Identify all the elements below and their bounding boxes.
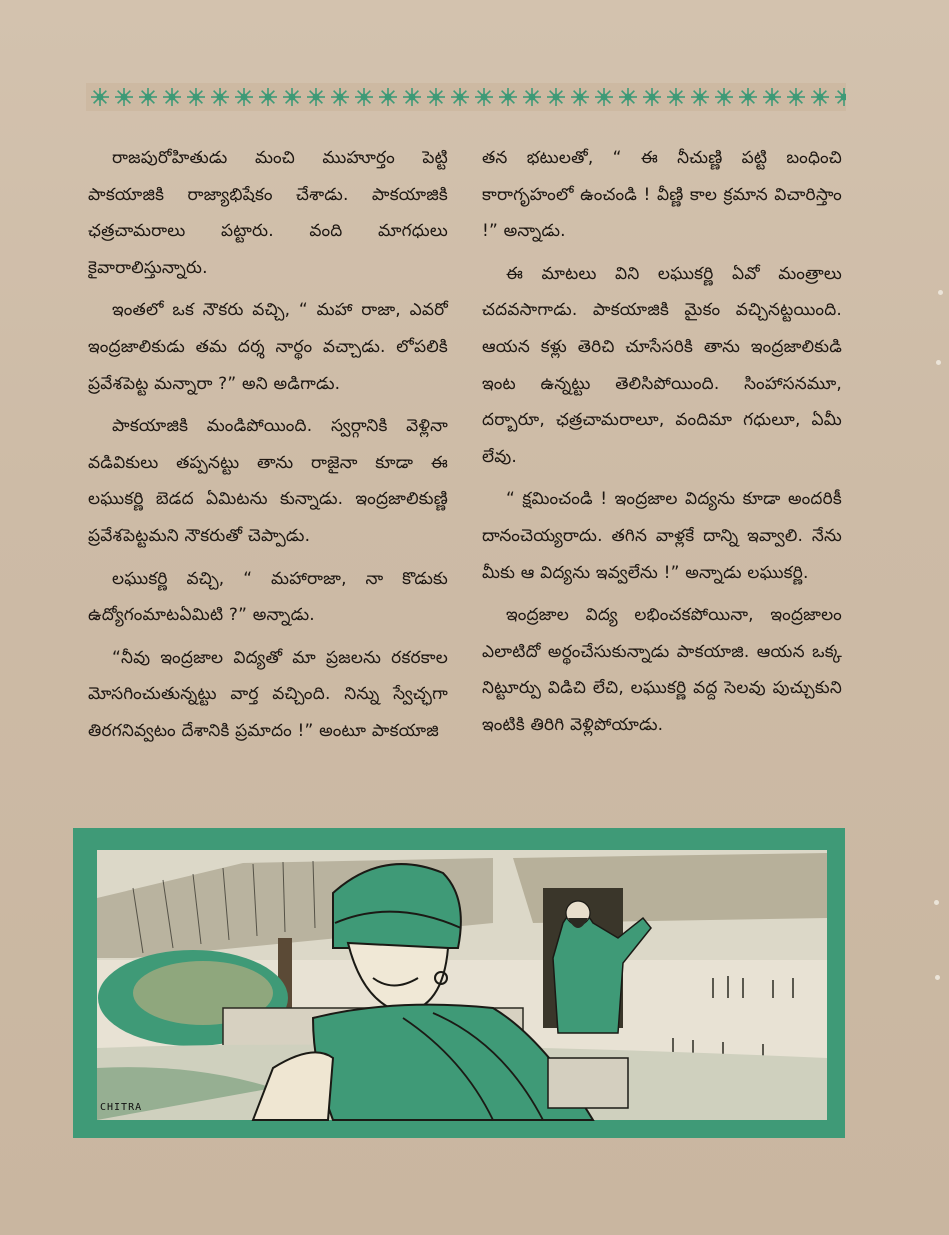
border-motif — [811, 88, 829, 106]
border-motif — [211, 88, 229, 106]
left-text-column — [88, 140, 448, 756]
artist-signature: CHITRA — [100, 1102, 143, 1113]
border-motif — [307, 88, 325, 106]
page-edge-mark — [938, 290, 943, 295]
border-motif — [595, 88, 613, 106]
paragraph: లఘుకర్ణి వచ్చి, “ మహారాజా, నా కొడుకు ఉద్యోగంమాటఏమిటి ?” అన్నాడు. — [88, 568, 448, 626]
paragraph: ఇంతలో ఒక నౌకరు వచ్చి, “ మహా రాజా, ఎవరో ఇంద్రజాలికుడు తమ దర్శ నార్థం వచ్చాడు. లోపలికి ప్రవేశపెట్ట మన్నారా ?” అని అడిగాడు. — [88, 300, 448, 394]
border-motif — [499, 88, 517, 106]
paragraph: ఈ మాటలు విని లఘుకర్ణి ఏవో మంత్రాలు చదవసాగాడు. పాకయాజికి మైకం వచ్చినట్టయింది. ఆయన కళ్లు తెరిచి చూసేసరికి తాను ఇంద్రజాలికుడి ఇంట ఉన్నట్టు తెలిసిపోయింది. సింహాసనమూ, దర్బారూ, ఛత్రచామరాలూ, వందిమా గధులూ, ఏమీ లేవు. — [482, 263, 842, 467]
border-motif — [643, 88, 661, 106]
border-motif — [475, 88, 493, 106]
border-motif — [523, 88, 541, 106]
page-edge-mark — [936, 360, 941, 365]
border-motif — [139, 88, 157, 106]
border-motif — [451, 88, 469, 106]
border-motif — [403, 88, 421, 106]
paragraph: ఇంద్రజాల విద్య లభించకపోయినా, ఇంద్రజాలం ఎలాటిదో అర్థంచేసుకున్నాడు పాకయాజి. ఆయన ఒక్క నిట్టూర్పు విడిచి లేచి, లఘుకర్ణి వద్ద సెలవు పుచ్చుకుని ఇంటికి తిరిగి వెళ్లిపోయాడు. — [482, 605, 842, 735]
border-motif — [715, 88, 733, 106]
paragraph: “ క్షమించండి ! ఇంద్రజాల విద్యను కూడా అందరికీ దానంచెయ్యరాదు. తగిన వాళ్లకే దాన్ని ఇవ్వాలి. నేను మీకు ఆ విద్యను ఇవ్వలేను !” అన్నాడు లఘుకర్ణి. — [482, 489, 842, 583]
paragraph: పాకయాజికి మండిపోయింది. స్వర్గానికి వెళ్లినా వడివికులు తప్పనట్టు తాను రాజైనా కూడా ఈ లఘుకర్ణి బెడద ఏమిటను కున్నాడు. ఇంద్రజాలికుణ్ణి ప్రవేశపెట్టమని నౌకరుతో చెప్పాడు. — [88, 416, 448, 546]
border-motif — [91, 88, 109, 106]
page-edge-mark — [935, 975, 940, 980]
border-motif — [187, 88, 205, 106]
border-motif — [619, 88, 637, 106]
border-motif — [163, 88, 181, 106]
paragraph: రాజపురోహితుడు మంచి ముహూర్తం పెట్టి పాకయాజికి రాజ్యాభిషేకం చేశాడు. పాకయాజికి ఛత్రచామరాలు పట్టారు. వంది మాగధులు కైవారాలిస్తున్నారు. — [88, 148, 448, 278]
border-motif — [691, 88, 709, 106]
paragraph: తన భటులతో, “ ఈ నీచుణ్ణి పట్టి బంధించి కారాగృహంలో ఉంచండి ! వీణ్ణి కాల క్రమాన విచారిస్తాం !” అన్నాడు. — [482, 148, 842, 242]
border-motif — [787, 88, 805, 106]
border-motif — [667, 88, 685, 106]
border-motif — [259, 88, 277, 106]
border-motif — [763, 88, 781, 106]
border-motif — [355, 88, 373, 106]
page-edge-mark — [934, 900, 939, 905]
decorative-border — [86, 83, 846, 111]
border-motif — [379, 88, 397, 106]
border-motif — [427, 88, 445, 106]
border-motif — [571, 88, 589, 106]
border-motif — [115, 88, 133, 106]
border-motif — [283, 88, 301, 106]
border-motif — [331, 88, 349, 106]
right-text-column — [482, 140, 842, 750]
story-illustration — [73, 828, 845, 1138]
border-motif — [547, 88, 565, 106]
border-motif — [739, 88, 757, 106]
border-motif — [235, 88, 253, 106]
paragraph: “నీవు ఇంద్రజాల విద్యతో మా ప్రజలను రకరకాల మోసగించుతున్నట్టు వార్త వచ్చింది. నిన్ను స్వేచ్ఛగా తిరగనివ్వటం దేశానికి ప్రమాదం !” అంటూ పాకయాజి — [88, 647, 448, 741]
